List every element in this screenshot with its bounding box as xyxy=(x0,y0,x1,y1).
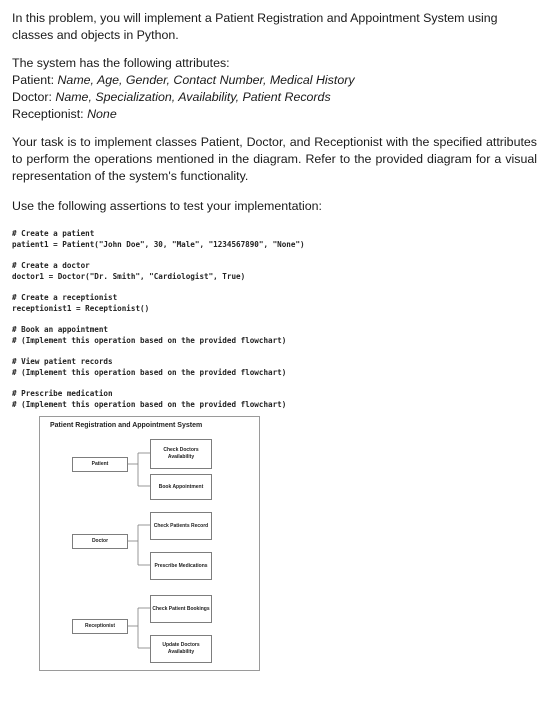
attribute-values: None xyxy=(87,107,117,121)
actor-box-doctor xyxy=(72,534,128,549)
actor-box-receptionist xyxy=(72,619,128,634)
intro-paragraph: In this problem, you will implement a Patient Registration and Appointment System using classes and objects in Python. xyxy=(12,11,498,42)
operation-box-book-appointment xyxy=(150,474,212,500)
task-paragraph: Your task is to implement classes Patient, Doctor, and Receptionist with the specified attributes to perform the operations mentioned in the diagram. Refer to the provided diagram for a visual representation of the system's functionality. xyxy=(12,135,537,183)
operation-box-check-patient-bookings xyxy=(150,595,212,623)
code-comment: # Book an appointment xyxy=(12,325,109,334)
code-comment: # Create a patient xyxy=(12,229,95,238)
operation-label: Prescribe Medications xyxy=(154,562,208,569)
attribute-row-patient xyxy=(12,72,537,89)
attributes-heading: The system has the following attributes: xyxy=(12,56,230,70)
operation-label: Check Patients Record xyxy=(153,522,209,529)
assertions-intro: Use the following assertions to test your implementation: xyxy=(12,199,322,213)
attribute-label: Doctor: xyxy=(12,90,52,104)
code-block-create-doctor xyxy=(12,260,542,282)
actor-box-patient xyxy=(72,457,128,472)
operation-box-prescribe-medications xyxy=(150,552,212,580)
operation-box-update-doctors-availability xyxy=(150,635,212,663)
code-block-view-records xyxy=(12,356,542,378)
operation-label: Book Appointment xyxy=(158,483,204,490)
attribute-values: Name, Age, Gender, Contact Number, Medical History xyxy=(57,73,355,87)
code-line: # (Implement this operation based on the provided flowchart) xyxy=(12,368,287,377)
code-comment: # View patient records xyxy=(12,357,113,366)
actor-label: Patient xyxy=(91,461,109,467)
attribute-label: Patient: xyxy=(12,73,55,87)
code-block-create-receptionist xyxy=(12,292,542,314)
attribute-label: Receptionist: xyxy=(12,107,84,121)
code-block-book-appointment xyxy=(12,324,542,346)
attribute-row-receptionist xyxy=(12,106,537,123)
code-block-create-patient xyxy=(12,228,542,250)
code-comment: # Create a receptionist xyxy=(12,293,118,302)
operation-label: Check Doctors Availability xyxy=(163,447,199,460)
code-line: receptionist1 = Receptionist() xyxy=(12,304,150,313)
operation-label: Check Patient Bookings xyxy=(152,605,210,612)
operation-box-check-patients-record xyxy=(150,512,212,540)
system-diagram xyxy=(39,416,260,671)
code-comment: # Prescribe medication xyxy=(12,389,113,398)
attribute-row-doctor xyxy=(12,89,537,106)
diagram-title: Patient Registration and Appointment System xyxy=(50,422,203,429)
code-comment: # Create a doctor xyxy=(12,261,90,270)
code-line: # (Implement this operation based on the provided flowchart) xyxy=(12,400,287,409)
operation-label: Update Doctors Availability xyxy=(162,642,200,655)
code-line: patient1 = Patient("John Doe", 30, "Male", "1234567890", "None") xyxy=(12,240,305,249)
operation-box-check-doctors-availability xyxy=(150,439,212,469)
code-line: doctor1 = Doctor("Dr. Smith", "Cardiologist", True) xyxy=(12,272,246,281)
code-block-prescribe xyxy=(12,388,542,410)
attributes-section xyxy=(12,55,537,123)
actor-label: Doctor xyxy=(91,538,109,544)
attribute-values: Name, Specialization, Availability, Patient Records xyxy=(55,90,331,104)
code-line: # (Implement this operation based on the provided flowchart) xyxy=(12,336,287,345)
actor-label: Receptionist xyxy=(84,623,115,629)
